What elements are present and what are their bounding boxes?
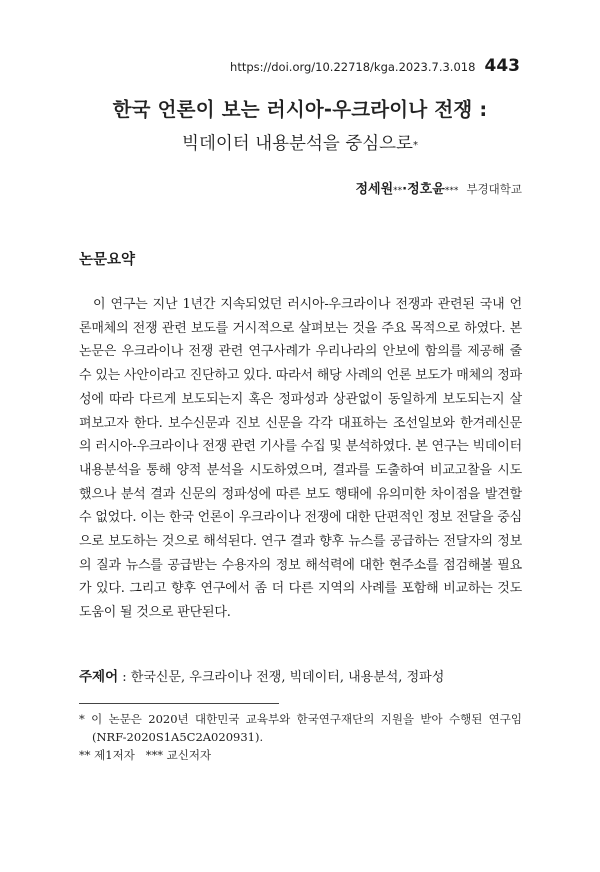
paper-title: 한국 언론이 보는 러시아-우크라이나 전쟁 : [112, 98, 488, 121]
abstract-heading: 논문요약 [79, 252, 136, 268]
author-line [355, 178, 522, 197]
doi-link[interactable]: https://doi.org/10.22718/kga.2023.7.3.018 [230, 60, 476, 74]
footnote-funding: * 이 논문은 2020년 대한민국 교육부와 한국연구재단의 지원을 받아 수행된 연구임 (NRF-2020S1A5C2A020931). [79, 712, 522, 744]
page-number: 443 [484, 56, 520, 76]
keywords-separator: : [118, 670, 131, 685]
author-separator: · [402, 182, 408, 197]
subtitle-footnote-mark: * [412, 140, 418, 151]
author-1-mark: ** [393, 186, 403, 196]
author-2-mark: *** [444, 186, 459, 196]
abstract-body: 이 연구는 지난 1년간 지속되었던 러시아-우크라이나 전쟁과 관련된 국내 언론매체의 전쟁 관련 보도를 거시적으로 살펴보는 것을 주요 목적으로 하였다. 본 논문은 우크라이나 전쟁 관련 연구사례가 우리나라의 안보에 함의를 제공해 줄 수 있는 사안이라고 진단하고 있다. 따라서 해당 사례의 언론 보도가 매체의 정파성에 따라 다르게 보도되는지 혹은 정파성과 상관없이 동일하게 보도되는지 살펴보고자 한다. 보수신문과 진보 신문을 각각 대표하는 조선일보와 한겨레신문의 러시아-우크라이나 전쟁 관련 기사를 수집 및 분석하였다. 본 연구는 빅데이터 내용분석을 통해 양적 분석을 시도하였으며, 결과를 도출하여 비교고찰을 시도했으나 분석 결과 신문의 정파성에 따른 보도 행태에 유의미한 차이점을 발견할 수 없었다. 이는 한국 언론이 우크라이나 전쟁에 대한 단편적인 정보 전달을 중심으로 보도하는 것으로 해석된다. 연구 결과 향후 뉴스를 공급하는 전달자의 정보의 질과 뉴스를 공급받는 수용자의 정보 해석력에 대한 현주소를 점검해볼 필요가 있다. 그리고 향후 연구에서 좀 더 다른 지역의 사례를 포함해 비교하는 것도 도움이 될 것으로 판단된다. [79, 297, 523, 621]
page-header [230, 56, 520, 76]
footnotes [79, 710, 522, 764]
footnote-divider [79, 703, 279, 704]
keywords-list: 한국신문, 우크라이나 전쟁, 빅데이터, 내용분석, 정파성 [130, 670, 445, 685]
footnote-authors: ** 제1저자 *** 교신저자 [79, 748, 212, 762]
affiliation: 부경대학교 [466, 182, 522, 196]
keywords-label: 주제어 [79, 669, 119, 685]
paper-subtitle [0, 130, 600, 155]
author-1: 정세원 [355, 182, 394, 197]
keywords-line [79, 665, 522, 685]
subtitle-text: 빅데이터 내용분석을 중심으로 [182, 134, 413, 154]
author-2: 정호윤 [407, 182, 445, 197]
